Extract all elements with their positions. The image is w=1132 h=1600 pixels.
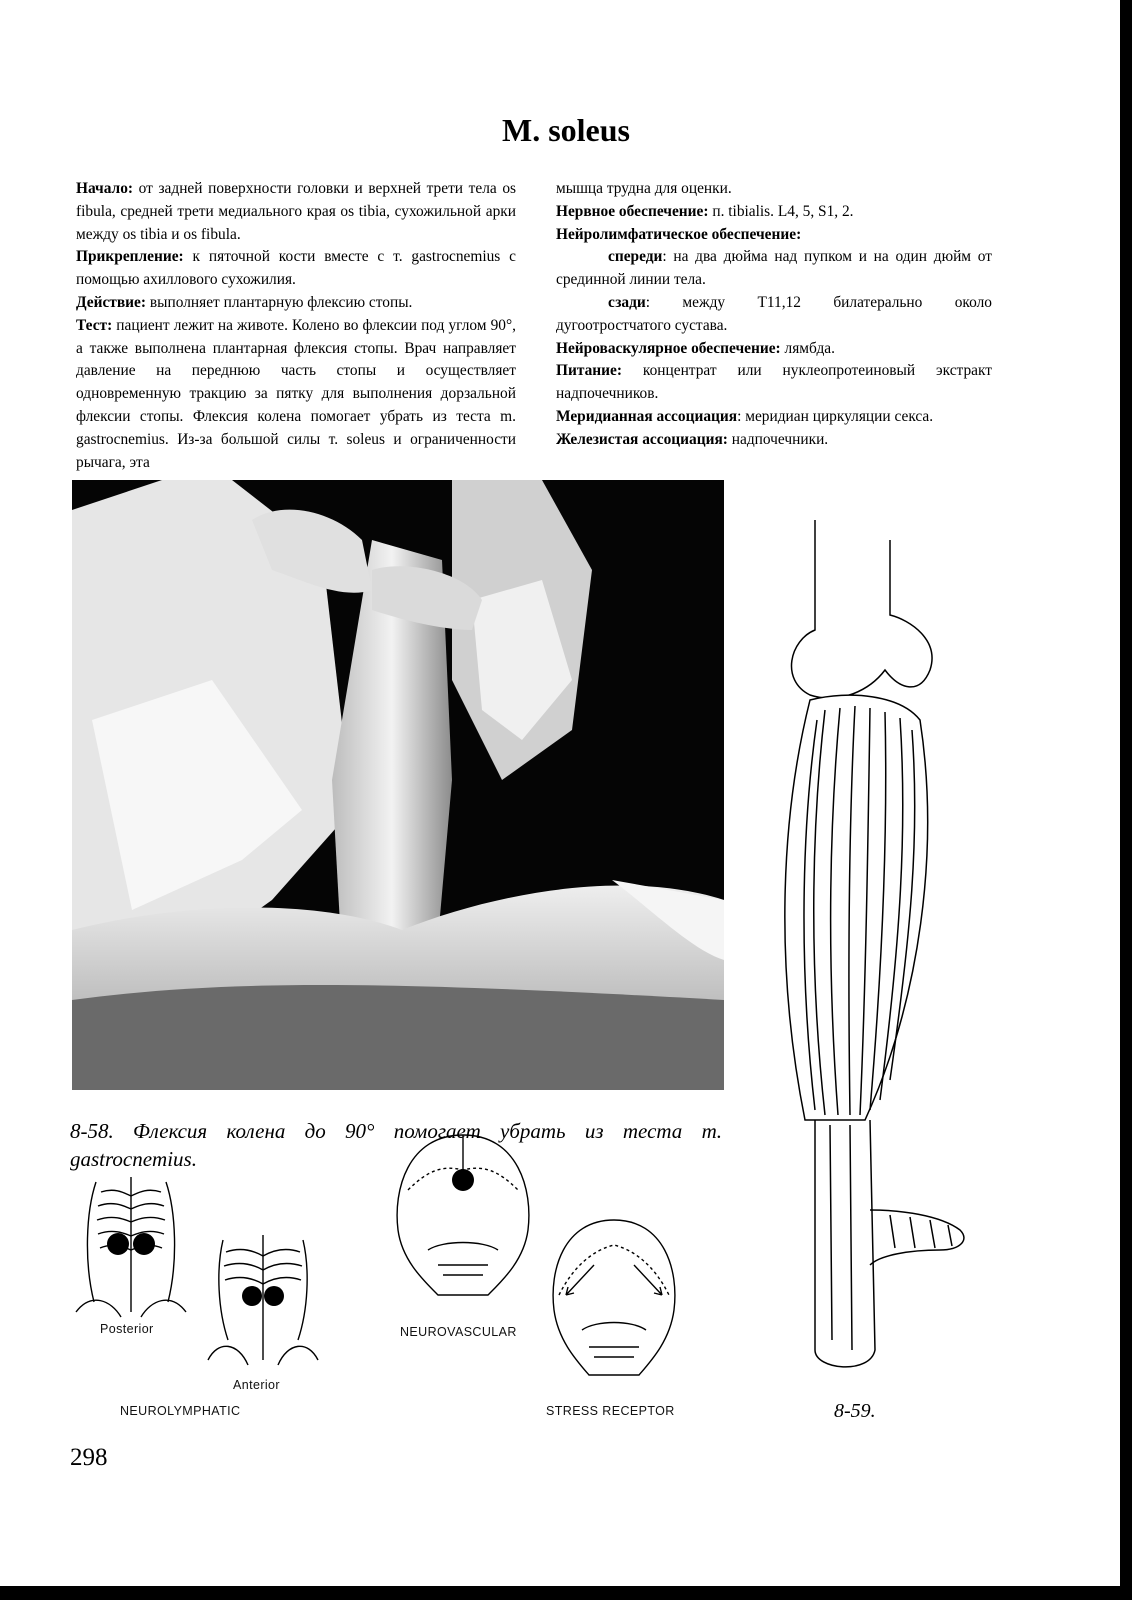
right-text-column (556, 178, 992, 452)
gland-paragraph (556, 429, 992, 452)
page-title: M. soleus (502, 112, 630, 148)
origin-text: от задней поверхности головки и верхней трети тела os fibula, средней трети медиального края os tibia, сухожильной арки между os tibia и os fibula. (76, 180, 516, 243)
action-text: выполняет плантарную флексию стопы. (146, 293, 413, 311)
figure-caption-8-58: 8-58. Флексия колена до 90° помогает убрать из теста m. gastrocnemius. (70, 1119, 722, 1171)
action-paragraph (76, 292, 516, 315)
nerve-paragraph (556, 201, 992, 224)
scan-edge-bottom (0, 1586, 1132, 1600)
posterior-torso-diagram (76, 1172, 186, 1322)
left-text-column (76, 178, 516, 474)
neurolymphatic-diagram-title: NEUROLYMPHATIC (120, 1404, 241, 1418)
front-paragraph (556, 246, 992, 292)
muscle-test-photo (72, 480, 724, 1090)
anterior-label: Anterior (233, 1378, 280, 1392)
stress-receptor-skull-diagram (544, 1215, 684, 1390)
neurovascular-paragraph (556, 338, 992, 361)
figure-caption-8-59: 8-59. (834, 1400, 876, 1422)
page-number: 298 (70, 1444, 108, 1471)
neurovascular-label: NEUROVASCULAR (400, 1325, 517, 1339)
test-text: пациент лежит на животе. Колено во флексии под углом 90°, а также выполнена плантарная флексия стопы. Врач направляет давление на переднюю часть стопы и осуществляет одновременную тракцию за пятку для выполнения дорзальной флексии стопы. Флексия колена помогает убрать из теста m. gastrocnemius. Из-за большой силы т. soleus и ограниченности рычага, эта (76, 316, 516, 471)
neurovascular-label: Нейроваскулярное обеспечение: (556, 339, 781, 357)
neurovascular-skull-diagram (388, 1130, 538, 1310)
insertion-paragraph (76, 246, 516, 292)
origin-paragraph (76, 178, 516, 246)
action-label: Действие: (76, 293, 147, 311)
stress-receptor-label: STRESS RECEPTOR (546, 1404, 675, 1418)
back-label: сзади (608, 293, 646, 311)
nutrition-paragraph (556, 360, 992, 406)
back-text: : между T11,12 билатерально около дугоотростчатого сустава. (556, 293, 992, 334)
gland-text: надпочечники. (727, 430, 829, 448)
front-label: спереди (608, 248, 663, 266)
nutrition-text: концентрат или нуклеопротеиновый экстракт надпочечников. (556, 362, 992, 403)
insertion-label: Прикрепление: (76, 248, 184, 266)
meridian-paragraph (556, 406, 992, 429)
nerve-label: Нервное обеспечение: (556, 202, 709, 220)
neurovascular-text: лямбда. (780, 339, 835, 357)
gland-label: Железистая ассоциация: (556, 430, 728, 448)
meridian-label: Меридианная ассоциация (556, 407, 738, 425)
neurolymphatic-heading (556, 224, 992, 247)
soleus-muscle-illustration (770, 520, 1000, 1380)
test-paragraph (76, 315, 516, 475)
posterior-label: Posterior (100, 1322, 154, 1336)
anterior-torso-diagram (208, 1230, 318, 1370)
continuation-text: мышца трудна для оценки. (556, 180, 732, 197)
neurolymphatic-label: Нейролимфатическое обеспечение: (556, 225, 802, 243)
back-paragraph (556, 292, 992, 338)
front-text: : на два дюйма над пупком и на один дюйм от срединной линии тела. (556, 248, 992, 289)
insertion-text: к пяточной кости вместе с т. gastrocnemius с помощью ахиллового сухожилия. (76, 248, 516, 289)
nerve-text: п. tibialis. L4, 5, S1, 2. (708, 202, 854, 220)
nutrition-label: Питание: (556, 362, 622, 380)
test-label: Тест: (76, 316, 113, 334)
origin-label: Начало: (76, 180, 134, 197)
photo-illustration (72, 480, 724, 1090)
meridian-text: : меридиан циркуляции секса. (737, 407, 934, 425)
scan-edge-right (1120, 0, 1132, 1600)
